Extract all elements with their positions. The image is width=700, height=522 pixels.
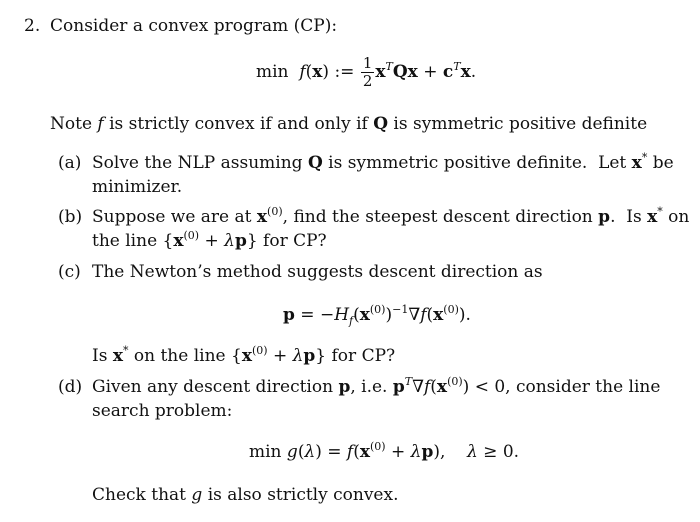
part-d-label: (d)	[58, 377, 83, 397]
note-strict-convexity: Note f is strictly convex if and only if Q is symmetric positive definite	[50, 114, 648, 134]
part-b-label: (b)	[58, 207, 83, 227]
line-search-equation: $\min g(\lambda) = f(x^{(0)} + \lambda p)$, λ ≥ 0.	[249, 440, 520, 462]
newton-direction-equation: $p = -H_f(x^{(0)})^{-1}\nabla f(x^{(0)})$.	[283, 303, 471, 328]
part-b-line-1: Suppose we are at $x^{(0)}$, find the steepest descent direction p. Is x* on	[92, 205, 690, 227]
part-c-label: (c)	[58, 262, 81, 282]
objective-equation: min f(x) := $\frac{1}{2}$ $x^TQx + c^Tx$.	[256, 54, 477, 90]
part-d-check: Check that g is also strictly convex.	[92, 485, 399, 505]
one-half-fraction: $\frac{1}{2}$	[362, 54, 373, 90]
problem-intro: Consider a convex program (CP):	[50, 16, 338, 36]
part-a-line-1: Solve the NLP assuming Q is symmetric positive definite. Let x* be	[92, 151, 674, 173]
part-c-line-1: The Newton’s method suggests descent direction as	[92, 262, 543, 282]
part-a-label: (a)	[58, 153, 82, 173]
part-d-line-2: search problem:	[92, 401, 233, 421]
part-c-question: Is x* on the line $\{x^{(0)} + \lambda p\}$ for CP?	[92, 344, 396, 366]
part-b-line-2: the line $\{x^{(0)} + \lambda p\}$ for CP?	[92, 229, 327, 251]
part-a-line-2: minimizer.	[92, 177, 183, 197]
part-d-line-1: Given any descent direction p, i.e. $p^T\nabla f(x^{(0)}) < 0$, consider the line	[92, 375, 661, 397]
problem-number: 2.	[24, 16, 41, 36]
